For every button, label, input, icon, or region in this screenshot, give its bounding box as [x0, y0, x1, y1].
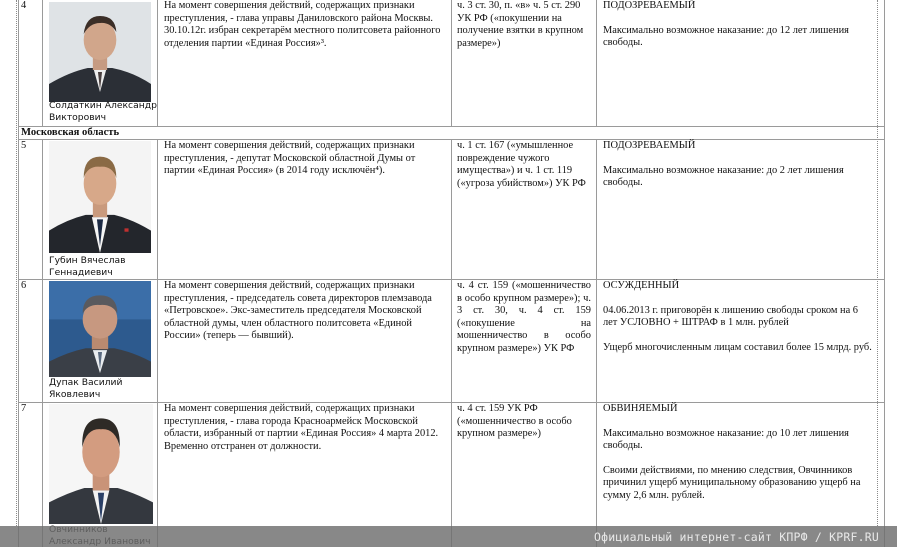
status-detail: Максимально возможное наказание: до 12 лет лишения свободы. [603, 24, 849, 49]
table-border-right [884, 0, 885, 547]
status-cell [603, 0, 873, 62]
article-text: ч. 1 ст. 167 («умышленное повреждение чужого имущества») и ч. 1 ст. 119 («угроза убийством») УК РФ [457, 140, 586, 189]
article-text: ч. 4 ст. 159 («мошенничество в особо крупном размере»); ч. 3 ст. 30, ч. 4 ст. 159 («покушение на мошенничество в особо крупном размере») УК РФ [457, 280, 591, 354]
col-divider-number [42, 139, 43, 547]
status-detail: Ущерб многочисленным лицам составил более 15 млрд. руб. [603, 341, 872, 353]
row-divider [18, 126, 885, 127]
watermark-text: Официальный интернет-сайт КПРФ / KPRF.RU [594, 530, 879, 544]
description-text: На момент совершения действий, содержащих признаки преступления, - председатель совета директоров племзавода «Петровское». Экс-заместитель председателя Московской областной думы, член областного политсовета «Единой России» (теперь — бывший). [164, 280, 432, 342]
status-detail: Своими действиями, по мнению следствия, Овчинников причинил ущерб муниципальному образованию ущерб на сумму 2,6 млн. рублей. [603, 464, 861, 501]
person-name: Губин Вячеслав Геннадиевич [49, 255, 126, 278]
status-label: ПОДОЗРЕВАЕМЫЙ [603, 140, 696, 151]
row-number: 4 [21, 0, 27, 11]
article-text: ч. 3 ст. 30, п. «в» ч. 5 ст. 290 УК РФ («покушении на получение взятки в крупном размере») [457, 0, 584, 49]
col-divider-description [451, 139, 452, 547]
status-cell [603, 280, 873, 366]
portrait-photo [49, 141, 151, 253]
table-border-left [18, 0, 19, 547]
description-text: На момент совершения действий, содержащих признаки преступления, - глава управы Даниловского района Москвы. 30.10.12г. избран секретарём местного политсовета районного отделения партии «Единая Россия»³. [164, 0, 441, 49]
col-divider-article [596, 0, 597, 126]
col-divider-photo [157, 139, 158, 547]
col-divider-article [596, 139, 597, 547]
portrait-photo [49, 2, 151, 102]
row-number: 6 [21, 280, 27, 291]
status-label: ОСУЖДЕННЫЙ [603, 280, 680, 291]
status-label: ПОДОЗРЕВАЕМЫЙ [603, 0, 696, 11]
portrait-photo [49, 281, 151, 377]
person-name: Дупак Василий Яковлевич [49, 377, 123, 400]
page-margin-left [16, 0, 17, 526]
page-margin-right [877, 0, 878, 526]
watermark-bar [0, 526, 897, 547]
status-cell [603, 403, 873, 515]
row-number: 7 [21, 403, 27, 414]
status-cell [603, 140, 873, 202]
status-detail: 04.06.2013 г. приговорён к лишению свободы сроком на 6 лет УСЛОВНО + ШТРАФ в 1 млн. рублей [603, 304, 858, 329]
description-text: На момент совершения действий, содержащих признаки преступления, - депутат Московской областной Думы от партии «Единая Россия» (в 2014 году исключён⁴). [164, 140, 416, 177]
region-header: Московская область [21, 127, 120, 138]
status-detail: Максимально возможное наказание: до 10 лет лишения свободы. [603, 427, 849, 452]
article-text: ч. 4 ст. 159 УК РФ («мошенничество в особо крупном размере») [457, 403, 572, 440]
col-divider-description [451, 0, 452, 126]
status-label: ОБВИНЯЕМЫЙ [603, 403, 678, 414]
person-name: Солдаткин Александр Викторович [49, 100, 157, 123]
row-number: 5 [21, 140, 27, 151]
portrait-photo [49, 404, 153, 524]
col-divider-number [42, 0, 43, 126]
description-text: На момент совершения действий, содержащих признаки преступления, - глава города Красноармейск Московской области, избранный от партии «Единая Россия» 4 марта 2012. Временно отстранен от должности. [164, 403, 439, 452]
status-detail: Максимально возможное наказание: до 2 лет лишения свободы. [603, 164, 844, 189]
